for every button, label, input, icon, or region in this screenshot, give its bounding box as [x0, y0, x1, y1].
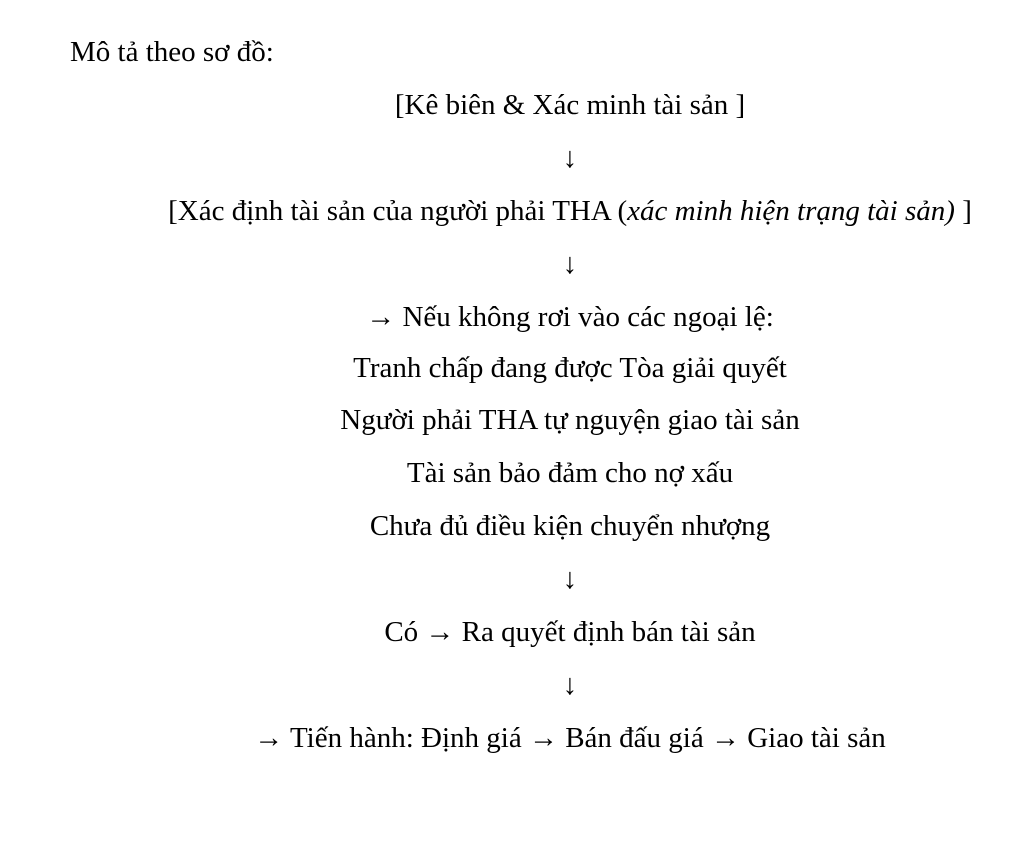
step-identify-assets	[0, 191, 1033, 231]
down-arrow-icon: ↓	[562, 248, 578, 280]
exception-item: Chưa đủ điều kiện chuyển nhượng	[369, 510, 771, 542]
condition-header: → Nếu không rơi vào các ngoại lệ:	[366, 301, 774, 333]
step-seize-verify: [Kê biên & Xác minh tài sản ]	[394, 89, 746, 121]
step-identify-assets-close: ]	[954, 195, 972, 227]
exception-item: Tranh chấp đang được Tòa giải quyết	[353, 352, 787, 384]
down-arrow-icon: ↓	[562, 563, 578, 595]
decision-step: Có → Ra quyết định bán tài sản	[384, 616, 756, 648]
intro-text: Mô tả theo sơ đồ:	[70, 36, 274, 68]
step-identify-assets-note: xác minh hiện trạng tài sản)	[627, 195, 955, 227]
down-arrow-icon: ↓	[562, 142, 578, 174]
down-arrow-icon: ↓	[562, 669, 578, 701]
step-identify-assets-text: [Xác định tài sản của người phải THA (	[168, 195, 628, 227]
final-step: → Tiến hành: Định giá → Bán đấu giá → Giao tài sản	[254, 722, 886, 754]
exception-item: Tài sản bảo đảm cho nợ xấu	[406, 457, 734, 489]
exception-item: Người phải THA tự nguyện giao tài sản	[340, 404, 800, 436]
